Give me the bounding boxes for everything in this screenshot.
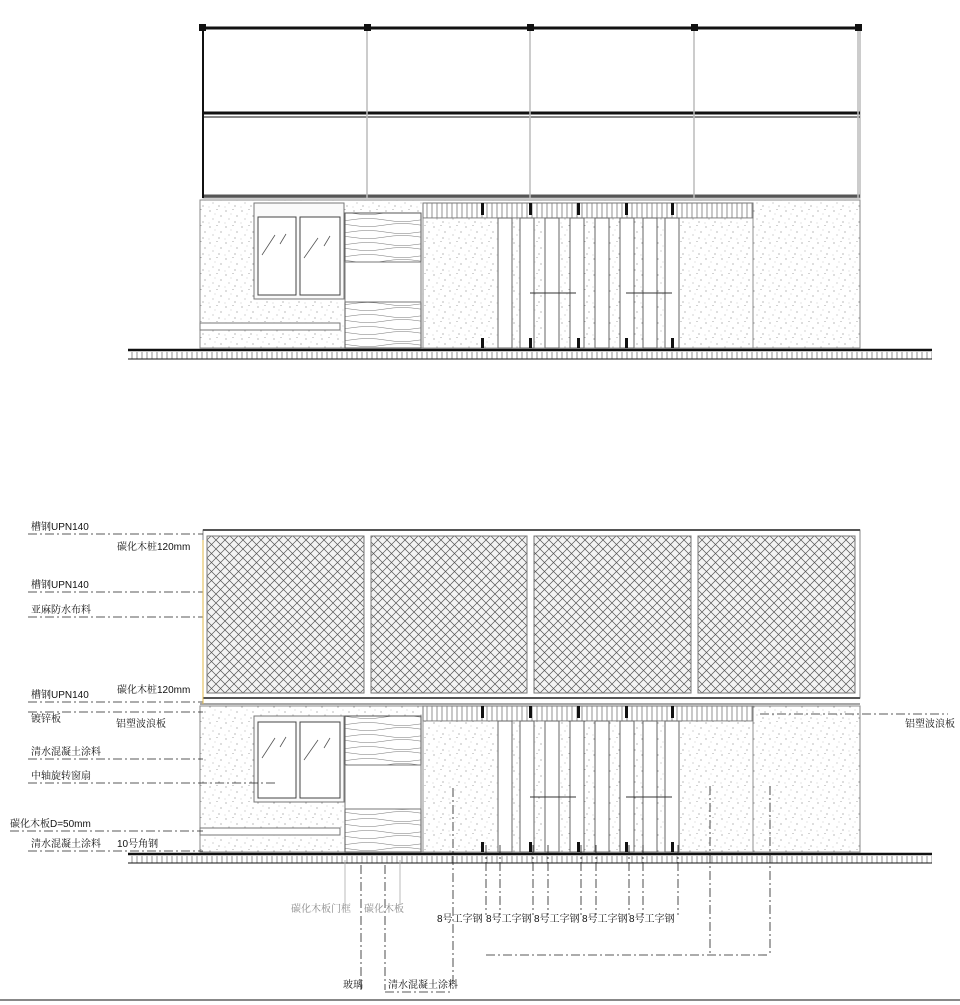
label-wood-board-door: 碳化木板 [364, 904, 404, 915]
label-fair-faced-concrete-paint-1: 清水混凝土涂料 [31, 747, 101, 758]
label-i-beam-3: 8号工字钢 [534, 914, 580, 925]
label-fair-faced-concrete-paint-2: 清水混凝土涂料 [31, 839, 101, 850]
label-channel-steel-top: 槽钢UPN140 [31, 522, 89, 533]
lower-elevation [10, 520, 955, 992]
label-glass: 玻璃 [343, 980, 363, 991]
upper-elevation [128, 24, 932, 359]
label-aluminum-corrugated-left: 铝塑波浪板 [116, 719, 166, 730]
label-i-beam-1: 8号工字钢 [437, 914, 483, 925]
label-aluminum-corrugated-right: 铝塑波浪板 [905, 719, 955, 730]
label-channel-steel-mid: 槽钢UPN140 [31, 580, 89, 591]
label-i-beam-5: 8号工字钢 [629, 914, 675, 925]
label-i-beam-4: 8号工字钢 [582, 914, 628, 925]
label-angle-steel: 10号角钢 [117, 839, 159, 850]
label-linen-waterproof-fabric: 亚麻防水布料 [31, 605, 91, 616]
label-pivot-window-sash: 中轴旋转窗扇 [31, 771, 91, 782]
label-wood-door-frame: 碳化木板门框 [291, 904, 351, 915]
label-carbonized-wood-board: 碳化木板D=50mm [10, 819, 91, 830]
label-galvanized-sheet: 镀锌板 [31, 714, 61, 725]
label-carbonized-wood-pile-bottom: 碳化木桩120mm [117, 685, 191, 696]
label-channel-steel-bottom: 槽钢UPN140 [31, 690, 89, 701]
label-fair-faced-concrete-paint-3: 清水混凝土涂料 [388, 980, 458, 991]
label-i-beam-2: 8号工字钢 [486, 914, 532, 925]
label-carbonized-wood-pile-top: 碳化木桩120mm [117, 542, 191, 553]
